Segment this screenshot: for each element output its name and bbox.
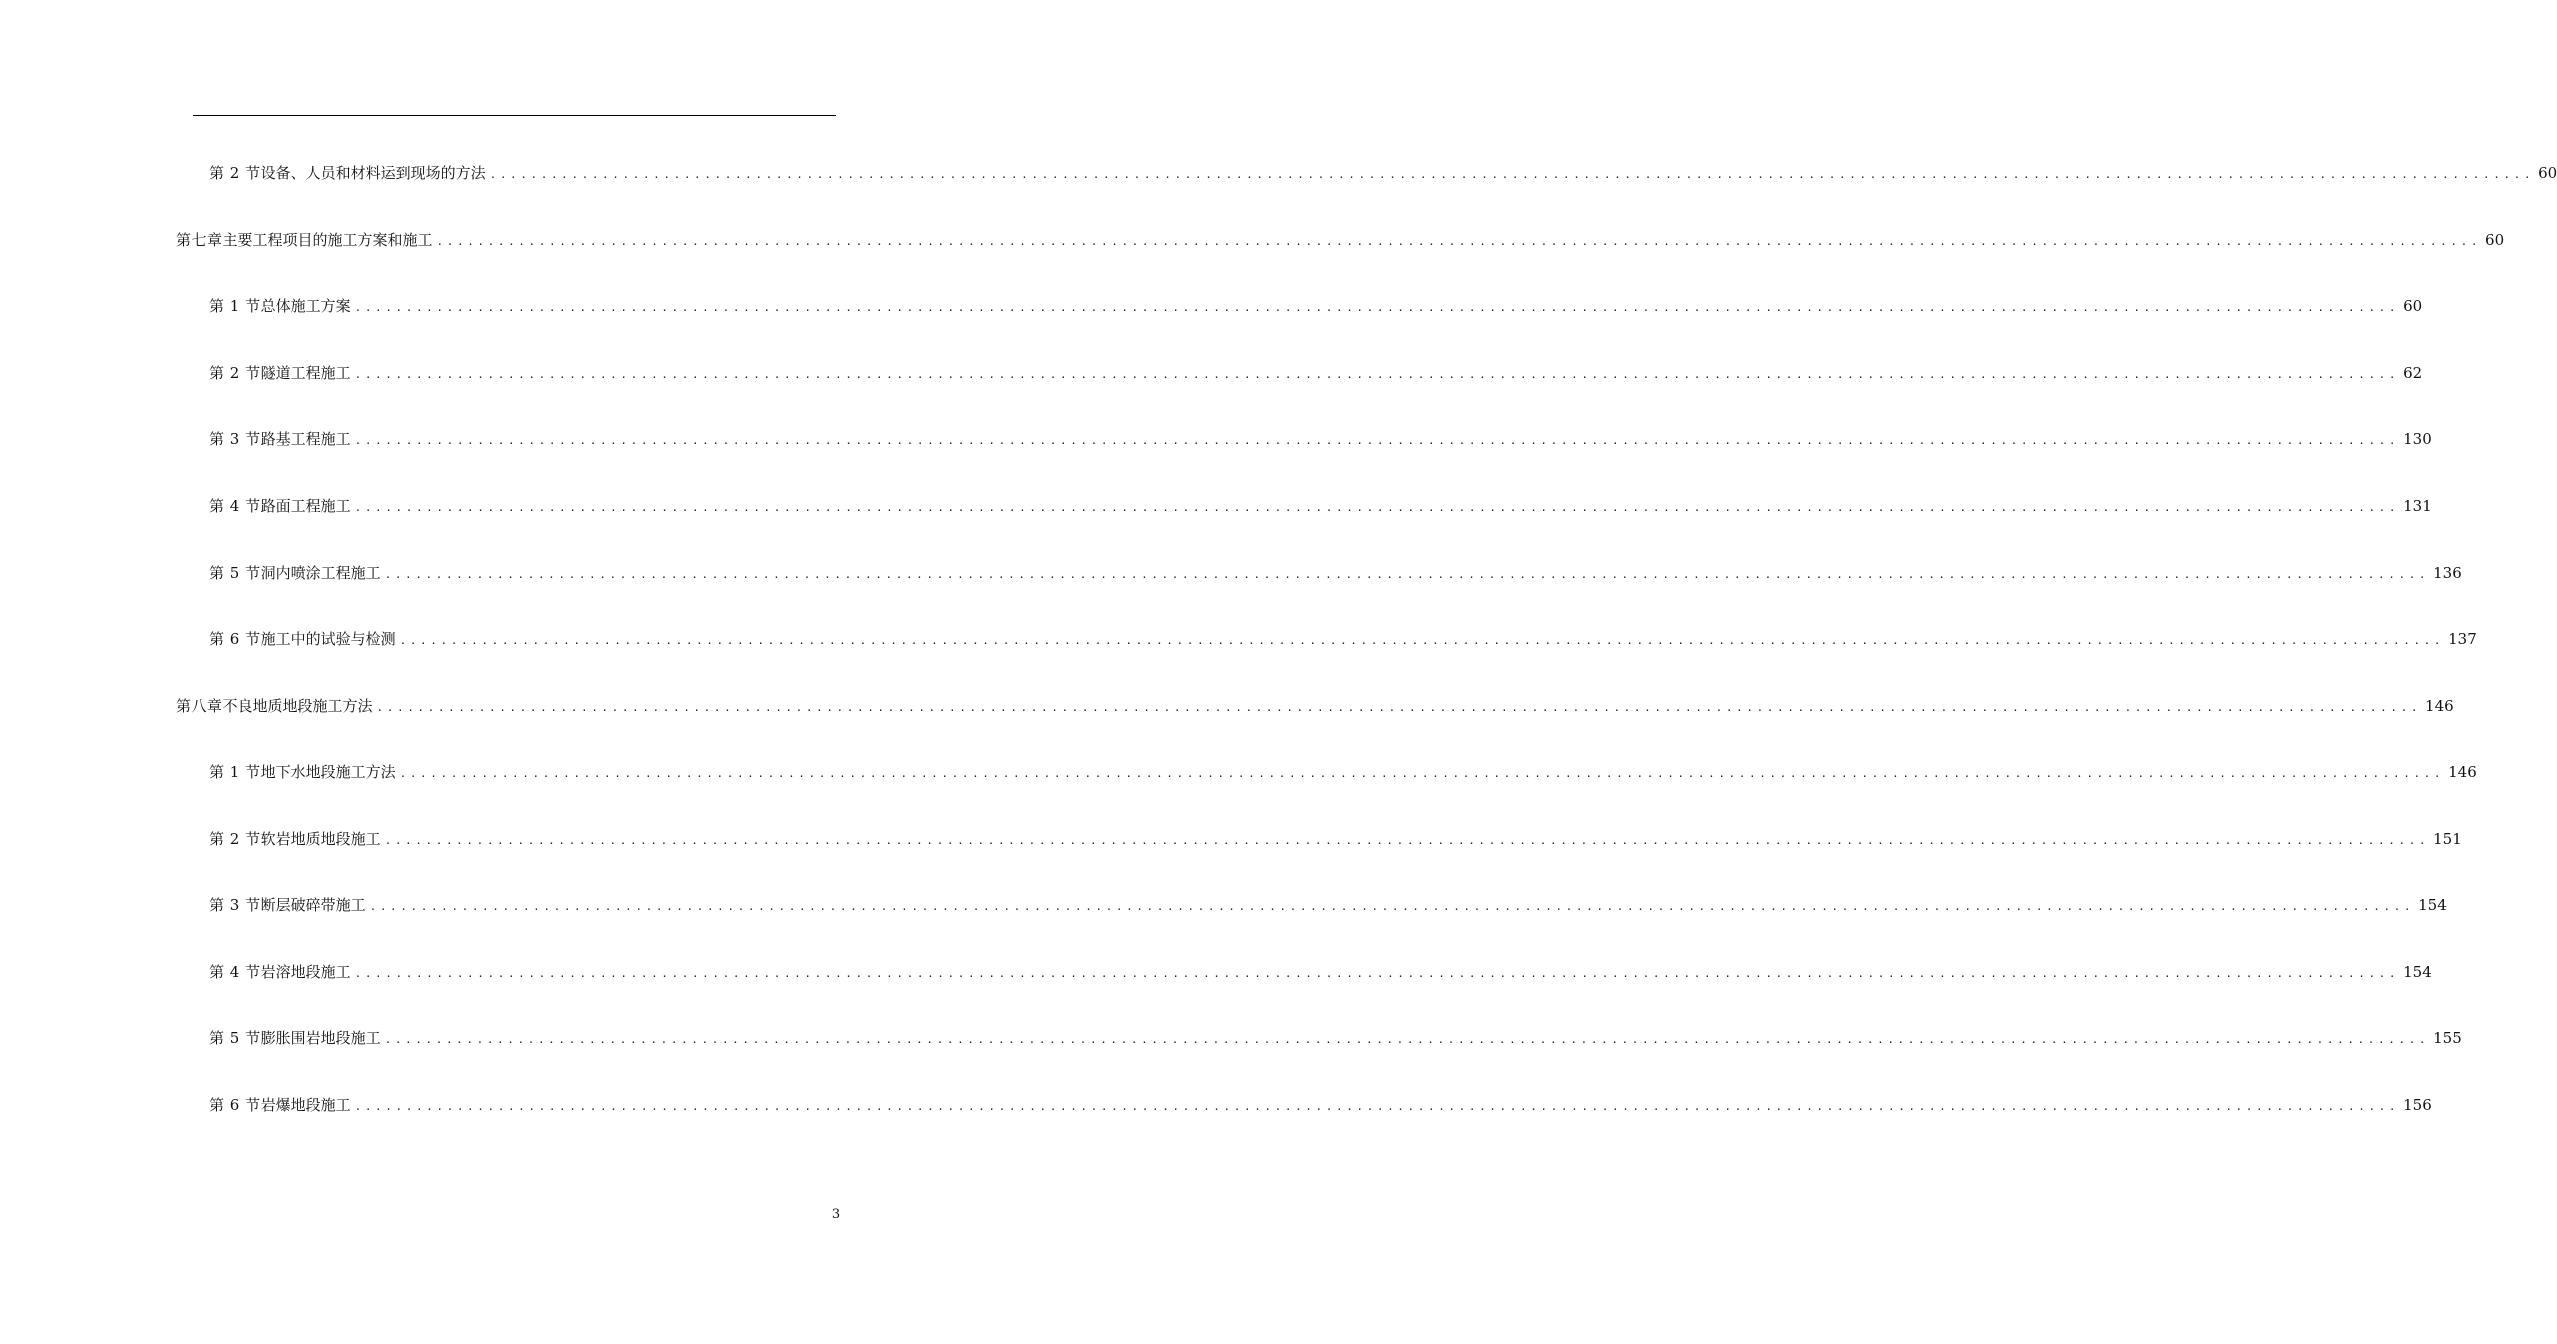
- toc-dot-leader: ........................................................................................................................................................................................................: [354, 368, 2400, 381]
- toc-entry-title: 设备、人员和材料运到现场的方法: [260, 164, 486, 182]
- toc-entry[interactable]: [209, 895, 2447, 917]
- toc-dot-leader: ........................................................................................................................................................................................................: [399, 634, 2445, 647]
- toc-entry-number: 第 2 节: [209, 164, 261, 182]
- toc-entry-number: 第 6 节: [209, 630, 261, 648]
- toc-entry-number: 第 3 节: [209, 430, 261, 448]
- toc-entry-number: 第 5 节: [209, 1029, 261, 1047]
- toc-entry-title: 岩爆地段施工: [260, 1096, 351, 1114]
- toc-entry-title: 总体施工方案: [260, 297, 351, 315]
- toc-entry-page: 146: [2425, 697, 2454, 715]
- toc-entry-number: 第七章: [176, 231, 223, 249]
- toc-entry-page: 130: [2403, 430, 2432, 448]
- toc-entry[interactable]: [209, 762, 2477, 784]
- toc-entry-page: 154: [2418, 896, 2447, 914]
- toc-entry-title: 洞内喷涂工程施工: [260, 564, 381, 582]
- toc-dot-leader: ........................................................................................................................................................................................................: [384, 568, 2430, 581]
- toc-entry-number: 第 2 节: [209, 830, 261, 848]
- toc-dot-leader: ........................................................................................................................................................................................................: [354, 1100, 2400, 1113]
- toc-entry-page: 155: [2433, 1029, 2462, 1047]
- toc-entry-title: 地下水地段施工方法: [260, 763, 396, 781]
- toc-entry-title: 路面工程施工: [260, 497, 351, 515]
- toc-entry-number: 第八章: [176, 697, 223, 715]
- toc-entry[interactable]: [209, 429, 2432, 451]
- toc-dot-leader: ........................................................................................................................................................................................................: [354, 434, 2400, 447]
- toc-entry-page: 60: [2538, 164, 2557, 182]
- toc-entry-page: 151: [2433, 830, 2462, 848]
- toc-dot-leader: ........................................................................................................................................................................................................: [354, 501, 2400, 514]
- toc-entry-page: 60: [2403, 297, 2423, 315]
- toc-entry[interactable]: [209, 829, 2462, 851]
- toc-entry-title: 膨胀围岩地段施工: [260, 1029, 381, 1047]
- toc-entry-title: 不良地质地段施工方法: [222, 697, 373, 715]
- toc-entry-page: 131: [2403, 497, 2432, 515]
- toc-dot-leader: ........................................................................................................................................................................................................: [354, 301, 2400, 314]
- toc-entry-title: 隧道工程施工: [260, 364, 351, 382]
- toc-entry-number: 第 1 节: [209, 763, 261, 781]
- toc-entry-title: 岩溶地段施工: [260, 963, 351, 981]
- toc-entry-page: 62: [2403, 364, 2423, 382]
- toc-entry-number: 第 4 节: [209, 497, 261, 515]
- header-rule: [193, 115, 836, 116]
- toc-dot-leader: ........................................................................................................................................................................................................: [436, 235, 2482, 248]
- toc-dot-leader: ........................................................................................................................................................................................................: [399, 767, 2445, 780]
- toc-entry[interactable]: [209, 1095, 2432, 1117]
- toc-dot-leader: ........................................................................................................................................................................................................: [369, 900, 2415, 913]
- toc-entry[interactable]: [209, 163, 2557, 185]
- toc-entry-number: 第 6 节: [209, 1096, 261, 1114]
- toc-entry-title: 主要工程项目的施工方案和施工: [222, 231, 433, 249]
- toc-entry-number: 第 3 节: [209, 896, 261, 914]
- toc-entry-number: 第 5 节: [209, 564, 261, 582]
- toc-entry-page: 154: [2403, 963, 2432, 981]
- toc-entry[interactable]: [209, 962, 2432, 984]
- toc-entry-title: 路基工程施工: [260, 430, 351, 448]
- toc-entry-page: 137: [2448, 630, 2477, 648]
- toc-entry-number: 第 4 节: [209, 963, 261, 981]
- toc-entry[interactable]: [209, 496, 2432, 518]
- toc-dot-leader: ........................................................................................................................................................................................................: [384, 1033, 2430, 1046]
- toc-entry[interactable]: [209, 363, 2423, 385]
- toc-entry[interactable]: [209, 1028, 2462, 1050]
- toc-entry[interactable]: [209, 629, 2477, 651]
- toc-entry-page: 156: [2403, 1096, 2432, 1114]
- toc-entry[interactable]: [209, 296, 2423, 318]
- toc-entry-number: 第 2 节: [209, 364, 261, 382]
- toc-entry-page: 60: [2485, 231, 2505, 249]
- toc-entry-title: 断层破碎带施工: [260, 896, 366, 914]
- toc-entry-title: 施工中的试验与检测: [260, 630, 396, 648]
- toc-entry[interactable]: [209, 563, 2462, 585]
- toc-dot-leader: ........................................................................................................................................................................................................: [376, 701, 2422, 714]
- page-number: 3: [831, 1207, 841, 1222]
- toc-entry[interactable]: [176, 230, 2505, 252]
- toc-entry-title: 软岩地质地段施工: [260, 830, 381, 848]
- toc-dot-leader: ........................................................................................................................................................................................................: [489, 168, 2535, 181]
- toc-entry-number: 第 1 节: [209, 297, 261, 315]
- toc-dot-leader: ........................................................................................................................................................................................................: [384, 834, 2430, 847]
- toc-dot-leader: ........................................................................................................................................................................................................: [354, 967, 2400, 980]
- toc-entry-page: 146: [2448, 763, 2477, 781]
- toc-entry-page: 136: [2433, 564, 2462, 582]
- toc-entry[interactable]: [176, 696, 2454, 718]
